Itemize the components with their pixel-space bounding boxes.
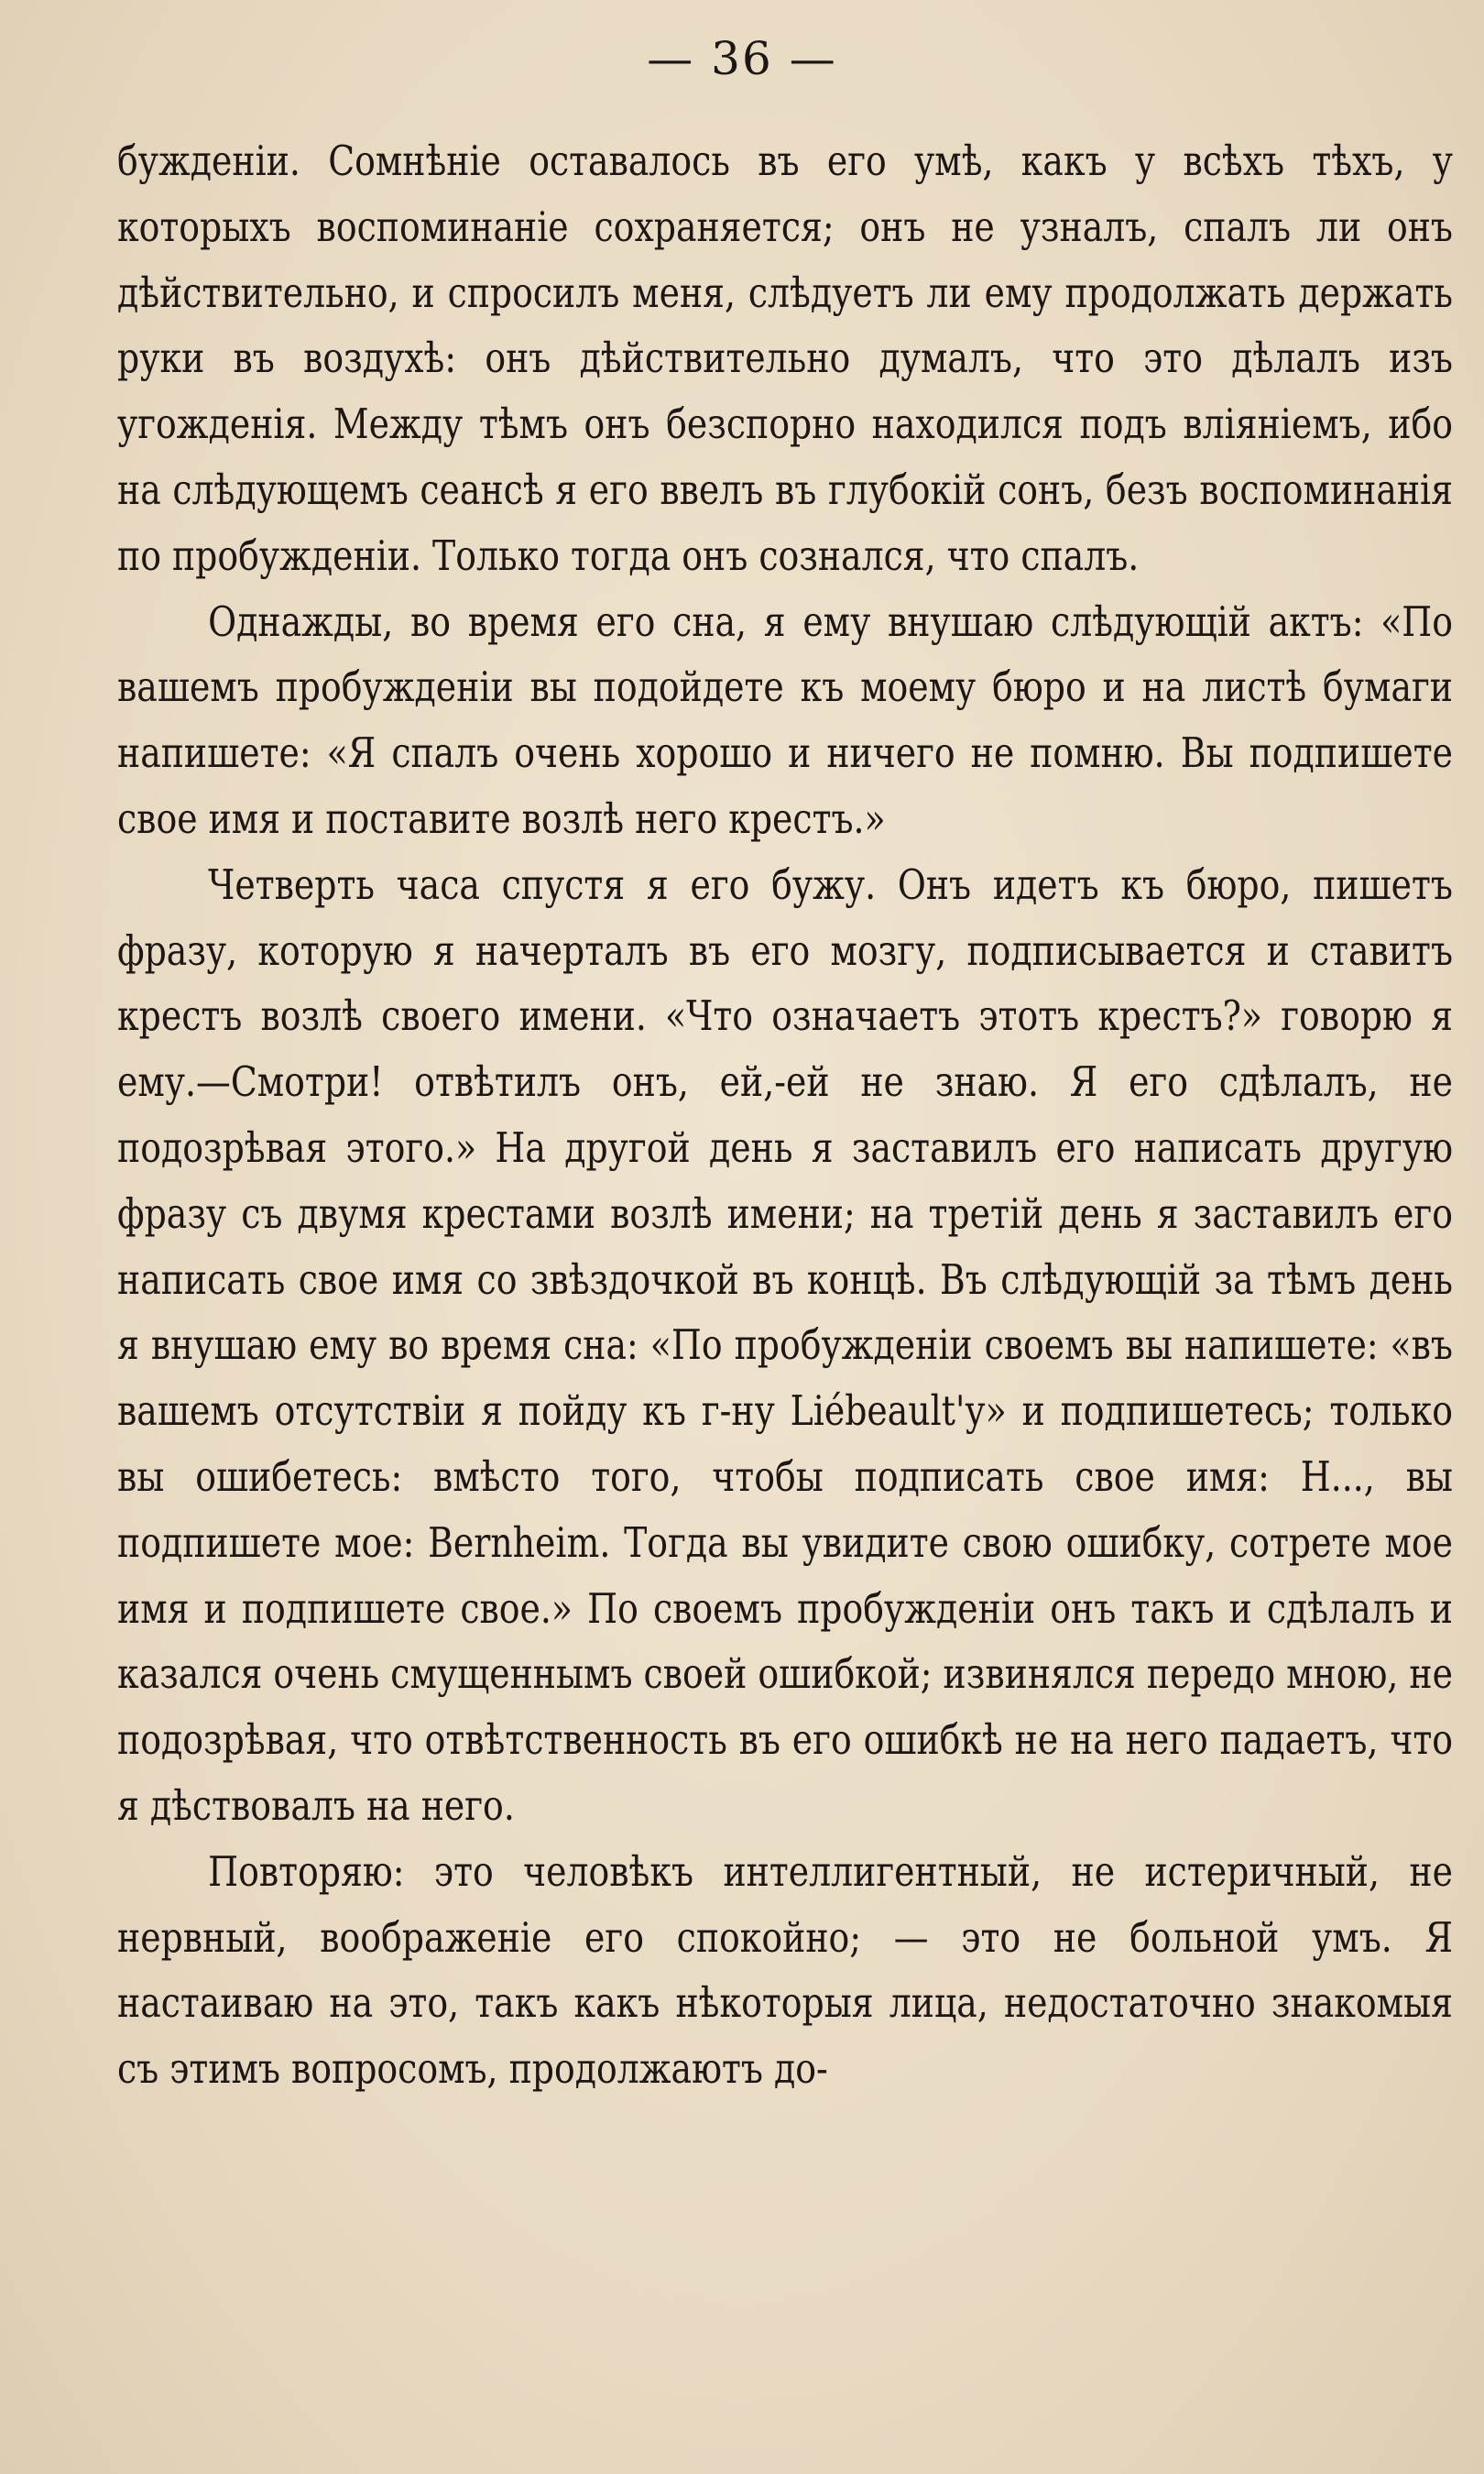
page-number: — 36 — (647, 32, 837, 85)
text-body (117, 128, 1453, 2102)
paragraph-3: Четверть часа спустя я его бужу. Онъ идетъ къ бюро, пишетъ фразу, которую я начерталъ въ его мозгу, подписывается и ставитъ крестъ возлѣ своего имени. «Что означаетъ этотъ крестъ?» говорю я ему.—Смотри! отвѣтилъ онъ, ей,-ей не знаю. Я его сдѣлалъ, не подозрѣвая этого.» На другой день я заставилъ его написать другую фразу съ двумя крестами возлѣ имени; на третій день я заставилъ его написать свое имя со звѣздочкой въ концѣ. Въ слѣдующій за тѣмъ день я внушаю ему во время сна: «По пробужденіи своемъ вы напишете: «въ вашемъ отсутствіи я пойду къ г-ну Liébeault'у» и подпишетесь; только вы ошибетесь: вмѣсто того, чтобы подписать свое имя: Н..., вы подпишете мое: Bernheim. Тогда вы увидите свою ошибку, сотрете мое имя и подпишете свое.» По своемъ пробужденіи онъ такъ и сдѣлалъ и казался очень смущеннымъ своей ошибкой; извинялся передо мною, не подозрѣвая, что отвѣтственность въ его ошибкѣ не на него падаетъ, что я дѣствовалъ на него. (117, 859, 1453, 1830)
paragraph-4: Повторяю: это человѣкъ интеллигентный, не истеричный, не нервный, воображеніе его спокойно; — это не больной умъ. Я настаиваю на это, такъ какъ нѣкоторыя лица, недостаточно знакомыя съ этимъ вопросомъ, продолжаютъ до- (117, 1846, 1453, 2094)
paragraph-2: Однажды, во время его сна, я ему внушаю слѣдующій актъ: «По вашемъ пробужденіи вы подойдете къ моему бюро и на листѣ бумаги напишете: «Я спалъ очень хорошо и ничего не помню. Вы подпишете свое имя и поставите возлѣ него крестъ.» (117, 597, 1453, 843)
paragraph-1: бужденіи. Сомнѣніе оставалось въ его умѣ, какъ у всѣхъ тѣхъ, у которыхъ воспоминаніе сохраняется; онъ не узналъ, спалъ ли онъ дѣйствительно, и спросилъ меня, слѣдуетъ ли ему продолжать держать руки въ воздухѣ: онъ дѣйствительно думалъ, что это дѣлалъ изъ угожденія. Между тѣмъ онъ безспорно находился подъ вліяніемъ, ибо на слѣдующемъ сеансѣ я его ввелъ въ глубокій сонъ, безъ воспоминанія по пробужденіи. Только тогда онъ сознался, что спалъ. (117, 137, 1453, 580)
